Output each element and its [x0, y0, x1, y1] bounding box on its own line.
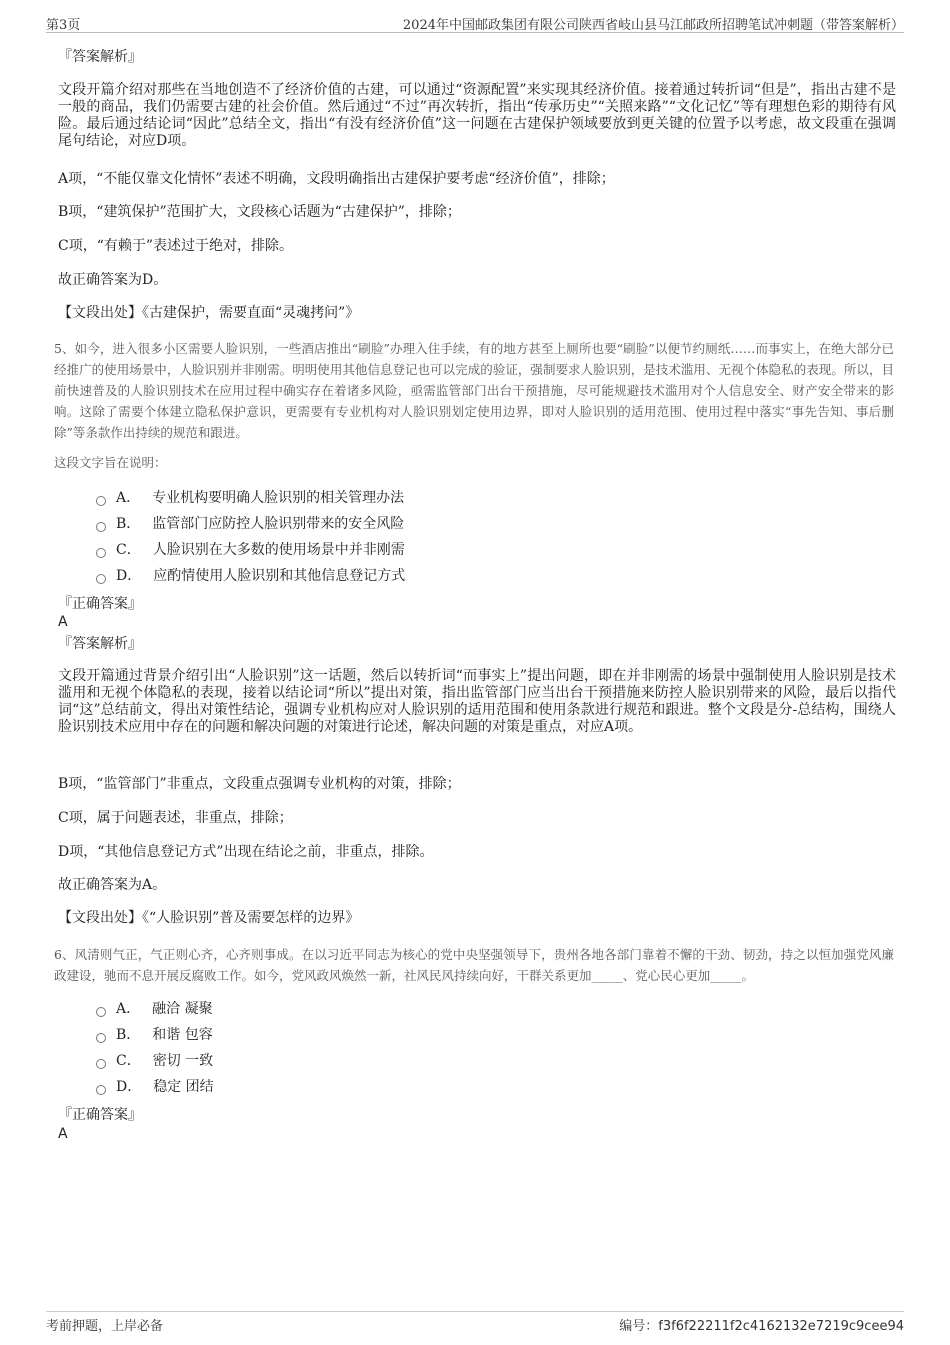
radio-icon[interactable] [96, 522, 106, 532]
analysis-note: A项，“不能仅靠文化情怀”表述不明确，文段明确指出古建保护要考虑“经济价值”，排除； [58, 171, 615, 187]
radio-icon[interactable] [96, 1033, 106, 1043]
option-b[interactable] [96, 1026, 213, 1044]
analysis-note: D项，“其他信息登记方式”出现在结论之前，非重点，排除。 [58, 844, 434, 860]
radio-icon[interactable] [96, 1085, 106, 1095]
question-stem: 5、如今，进入很多小区需要人脸识别，一些酒店推出“刷脸”办理入住手续，有的地方甚至上厕所也要“刷脸”以便节约厕纸……而事实上，在绝大部分已经推广的使用场景中，人脸识别并非刚需。明明使用其他信息登记也可以完成的验证，强制要求人脸识别，是技术滥用、无视个体隐私的表现。所以，目前快速普及的人脸识别技术在应用过程中确实存在着诸多风险，亟需监管部门出台干预措施，尽可能规避技术滥用对个人信息安全、财产安全带来的影响。这除了需要个体建立隐私保护意识，更需要有专业机构对人脸识别划定使用边界，即对人脸识别的适用范围、使用过程中落实“事先告知、事后删除”等条款作出持续的规范和跟进。 [54, 341, 894, 440]
option-key: B． [116, 516, 141, 532]
radio-icon[interactable] [96, 496, 106, 506]
option-a[interactable] [96, 1000, 213, 1018]
radio-icon[interactable] [96, 574, 106, 584]
option-text: 密切 一致 [152, 1053, 214, 1069]
correct-answer-label: 『正确答案』 [58, 1107, 142, 1123]
option-d[interactable] [96, 567, 405, 585]
option-key: C． [116, 542, 141, 558]
source-citation: 【文段出处】《“人脸识别”普及需要怎样的边界》 [58, 910, 360, 926]
document-title: 2024年中国邮政集团有限公司陕西省岐山县马江邮政所招聘笔试冲刺题（带答案解析） [402, 18, 904, 33]
analysis-text: 文段开篇通过背景介绍引出“人脸识别”这一话题，然后以转折词“而事实上”提出问题，即在并非刚需的场景中强制使用人脸识别是技术滥用和无视个体隐私的表现，接着以结论词“所以”提出对策，指出监管部门应当出台干预措施来防控人脸识别带来的风险，最后以指代词“这”总结前文，得出对策性结论，强调专业机构应对人脸识别的适用范围和使用条款进行规范和跟进。整个文段是分-总结构，围绕人脸识别技术应用中存在的问题和解决问题的对策进行论述，解决问题的对策是重点，对应A项。 [58, 668, 896, 735]
analysis-note: B项，“建筑保护”范围扩大，文段核心话题为“古建保护”，排除； [58, 204, 461, 220]
analysis-note: C项，“有赖于”表述过于绝对，排除。 [58, 238, 294, 254]
question-prompt: 这段文字旨在说明： [54, 455, 167, 470]
option-key: D． [116, 1079, 142, 1095]
option-key: D． [116, 568, 142, 584]
analysis-label: 『答案解析』 [58, 49, 142, 65]
analysis-text: 文段开篇介绍对那些在当地创造不了经济价值的古建，可以通过“资源配置”来实现其经济价值。接着通过转折词“但是”，指出古建不是一般的商品，我们仍需要古建的社会价值。然后通过“不过”再次转折，指出“传承历史”“关照来路”“文化记忆”等有理想色彩的期待有风险。最后通过结论词“因此”总结全文，指出“有没有经济价值”这一问题在古建保护领域要放到更关键的位置予以考虑，故文段重在强调尾句结论，对应D项。 [58, 82, 896, 149]
option-text: 融洽 凝聚 [152, 1001, 213, 1017]
analysis-note: B项，“监管部门”非重点，文段重点强调专业机构的对策，排除； [58, 776, 461, 792]
option-b[interactable] [96, 515, 404, 533]
analysis-conclusion: 故正确答案为A。 [58, 877, 167, 893]
analysis-label: 『答案解析』 [58, 636, 142, 652]
option-text: 专业机构要明确人脸识别的相关管理办法 [152, 490, 405, 506]
page-number: 第3页 [46, 18, 81, 33]
correct-answer: A [58, 1126, 68, 1142]
correct-answer: A [58, 614, 68, 630]
source-citation: 【文段出处】《古建保护，需要直面“灵魂拷问”》 [58, 305, 360, 321]
page-footer [46, 1311, 904, 1335]
analysis-note: C项，属于问题表述，非重点，排除； [58, 810, 293, 826]
option-a[interactable] [96, 489, 404, 507]
question-stem: 6、风清则气正，气正则心齐，心齐则事成。在以习近平同志为核心的党中央坚强领导下，贵州各地各部门靠着不懈的干劲、韧劲，持之以恒加强党风廉政建设，驰而不息开展反腐败工作。如今，党风政风焕然一新，社风民风持续向好，干群关系更加_____、党心民心更加_____。 [54, 947, 894, 983]
option-text: 监管部门应防控人脸识别带来的安全风险 [152, 516, 405, 532]
option-key: B． [116, 1027, 141, 1043]
page-header [46, 14, 904, 33]
radio-icon[interactable] [96, 1059, 106, 1069]
option-text: 稳定 团结 [153, 1079, 214, 1095]
option-key: A． [116, 1001, 141, 1017]
option-text: 应酌情使用人脸识别和其他信息登记方式 [153, 568, 406, 584]
option-text: 和谐 包容 [152, 1027, 213, 1043]
footer-slogan: 考前押题，上岸必备 [46, 1319, 164, 1334]
correct-answer-label: 『正确答案』 [58, 596, 142, 612]
option-key: A． [116, 490, 141, 506]
analysis-conclusion: 故正确答案为D。 [58, 272, 168, 288]
option-key: C． [116, 1053, 141, 1069]
option-text: 人脸识别在大多数的使用场景中并非刚需 [152, 542, 405, 558]
option-c[interactable] [96, 1052, 213, 1070]
document-code: 编号：f3f6f22211f2c4162132e7219c9cee94 [619, 1319, 904, 1334]
radio-icon[interactable] [96, 1007, 106, 1017]
option-c[interactable] [96, 541, 405, 559]
radio-icon[interactable] [96, 548, 106, 558]
option-d[interactable] [96, 1078, 214, 1096]
